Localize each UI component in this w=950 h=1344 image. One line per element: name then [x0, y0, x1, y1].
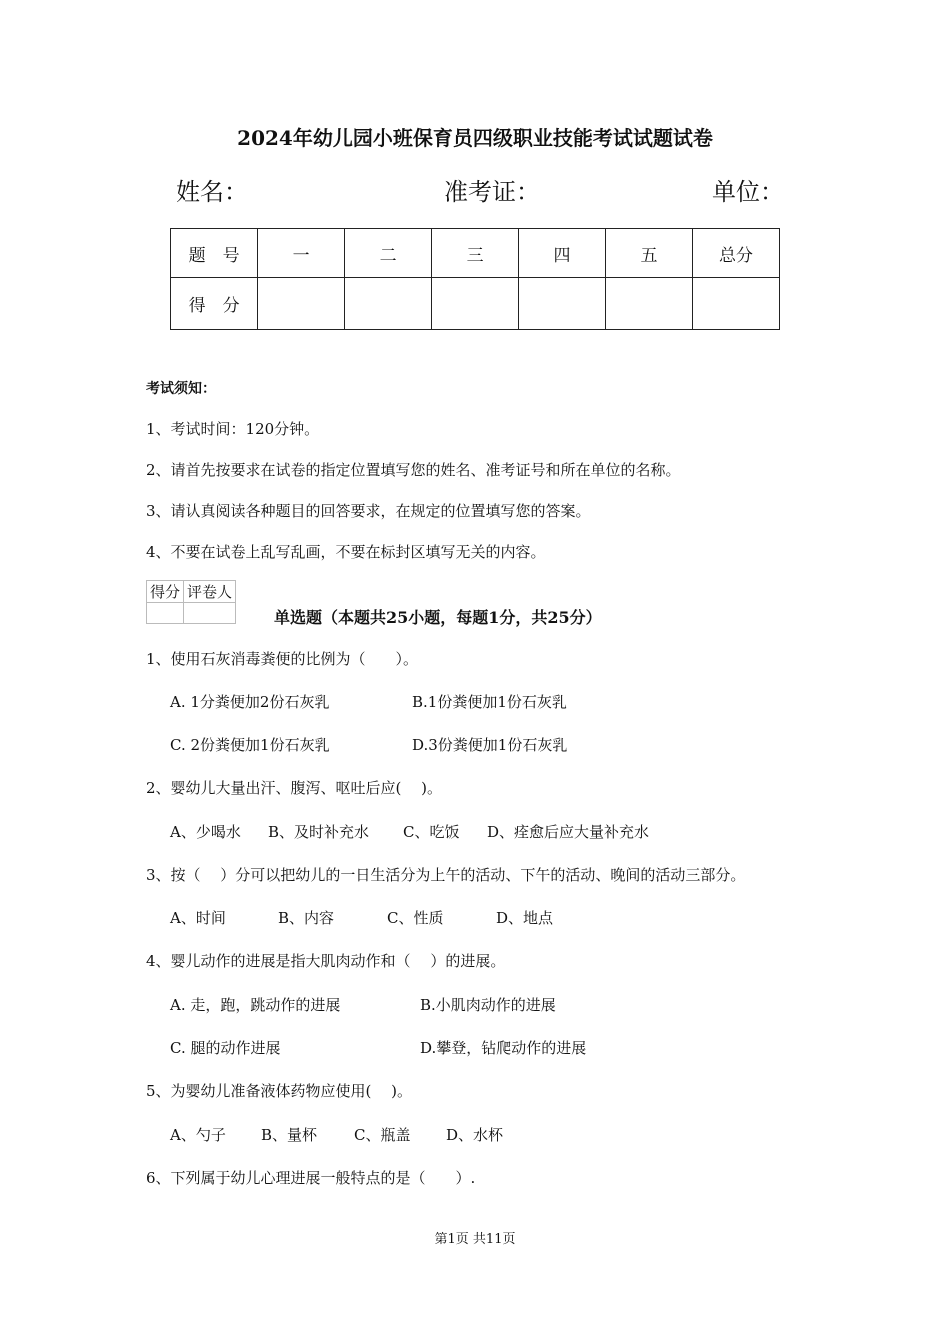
question-5-option-b: B、量杯	[261, 1126, 318, 1144]
question-4-option-d: D.攀登，钻爬动作的进展	[420, 1039, 587, 1057]
score-header-cell: 四	[519, 229, 606, 278]
question-5-option-a: A、勺子	[170, 1126, 226, 1144]
score-cell	[692, 278, 779, 330]
question-1-option-c: C. 2份粪便加1份石灰乳	[170, 736, 330, 754]
question-3-option-d: D、地点	[496, 909, 554, 927]
grader-score-label: 得分	[147, 581, 184, 603]
grader-reviewer-label: 评卷人	[184, 581, 236, 603]
question-4-option-c: C. 腿的动作进展	[170, 1039, 281, 1057]
score-cell	[606, 278, 693, 330]
unit-field-label: 单位：	[712, 178, 784, 206]
score-cell	[258, 278, 345, 330]
grader-box	[146, 580, 236, 624]
question-2-text: 2、婴幼儿大量出汗、腹泻、呕吐后应( )。	[146, 779, 443, 797]
score-table	[170, 228, 780, 330]
score-cell	[432, 278, 519, 330]
score-header-cell: 题 号	[171, 229, 258, 278]
notice-item: 3、请认真阅读各种题目的回答要求，在规定的位置填写您的答案。	[146, 502, 591, 520]
question-3-option-a: A、时间	[170, 909, 226, 927]
notice-item: 1、考试时间：120分钟。	[146, 420, 320, 438]
page-footer: 第1页 共11页	[434, 1232, 516, 1247]
question-3-option-c: C、性质	[387, 909, 444, 927]
question-4-option-b: B.小肌肉动作的进展	[420, 996, 556, 1014]
section-title: 单选题（本题共25小题，每题1分，共25分）	[274, 608, 602, 627]
document-title: 2024年幼儿园小班保育员四级职业技能考试试题试卷	[237, 126, 713, 150]
question-4-option-a: A. 走，跑，跳动作的进展	[170, 996, 341, 1014]
score-cell	[519, 278, 606, 330]
question-5-option-c: C、瓶盖	[354, 1126, 411, 1144]
question-4-text: 4、婴儿动作的进展是指大肌肉动作和（ ）的进展。	[146, 952, 506, 970]
question-1-option-d: D.3份粪便加1份石灰乳	[412, 736, 568, 754]
score-header-cell: 三	[432, 229, 519, 278]
score-table-header-row	[171, 229, 780, 278]
score-table-score-row	[171, 278, 780, 330]
question-2-option-c: C、吃饭	[403, 823, 460, 841]
score-header-cell: 总分	[692, 229, 779, 278]
name-field-label: 姓名：	[176, 178, 248, 206]
notice-item: 2、请首先按要求在试卷的指定位置填写您的姓名、准考证号和所在单位的名称。	[146, 461, 681, 479]
question-1-option-a: A. 1分粪便加2份石灰乳	[170, 693, 330, 711]
grader-reviewer-cell	[184, 603, 236, 624]
score-cell	[345, 278, 432, 330]
score-header-cell: 二	[345, 229, 432, 278]
grader-score-cell	[147, 603, 184, 624]
question-2-option-a: A、少喝水	[170, 823, 241, 841]
question-5-text: 5、为婴幼儿准备液体药物应使用( )。	[146, 1082, 413, 1100]
notice-heading: 考试须知：	[146, 381, 216, 397]
exam-id-field-label: 准考证：	[444, 178, 540, 206]
score-row-label: 得 分	[171, 278, 258, 330]
score-header-cell: 一	[258, 229, 345, 278]
question-2-option-b: B、及时补充水	[268, 823, 370, 841]
question-1-option-b: B.1份粪便加1份石灰乳	[412, 693, 567, 711]
question-6-text: 6、下列属于幼儿心理进展一般特点的是（ ）.	[146, 1169, 476, 1187]
notice-item: 4、不要在试卷上乱写乱画，不要在标封区填写无关的内容。	[146, 543, 546, 561]
question-3-text: 3、按（ ）分可以把幼儿的一日生活分为上午的活动、下午的活动、晚间的活动三部分。	[146, 866, 746, 884]
score-header-cell: 五	[606, 229, 693, 278]
question-2-option-d: D、痊愈后应大量补充水	[487, 823, 650, 841]
question-1-text: 1、使用石灰消毒粪便的比例为（ ）。	[146, 650, 419, 668]
question-5-option-d: D、水杯	[446, 1126, 504, 1144]
question-3-option-b: B、内容	[278, 909, 335, 927]
